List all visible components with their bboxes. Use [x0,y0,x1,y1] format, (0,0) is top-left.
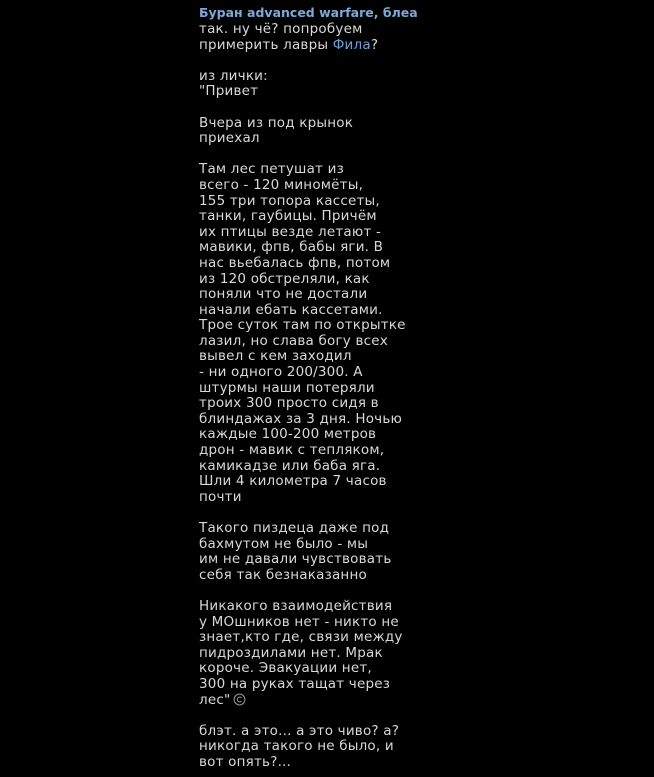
paragraph-5 [199,724,529,771]
text-line: начали ебать кассетами. [199,301,383,318]
text-line: так. ну чё? попробуем [199,21,363,37]
text-line: короче. Эвакуации нет, [199,660,372,677]
paragraph-2 [199,162,529,505]
text-line: их птицы везде летают - [199,223,382,240]
paragraph-gap [199,505,529,521]
text-line: блэт. а это... а это чиво? а? [199,722,400,739]
text-line: у МОшников нет - никто не [199,613,399,630]
text-line: "Привет [199,83,259,100]
text-line: бахмутом не было - мы [199,535,369,552]
text-line: троих 300 просто сидя в [199,395,379,412]
text-line: Никакого взаимодействия [199,597,393,614]
text-line: из 120 обстреляли, как [199,270,370,287]
copyright-icon [233,693,246,706]
text-line: Шли 4 километра 7 часов [199,473,387,490]
text-line: нас вьебалась фпв, потом [199,254,391,271]
text-line: Вчера из под крынок [199,114,354,131]
text-line: себя так безнаказанно [199,566,367,583]
mention-link[interactable]: Фила [332,36,371,53]
text-line [199,38,529,54]
sender-name[interactable]: Буран advanced warfare, блеа [199,5,418,20]
text-line: знает,кто где, связи между [199,629,403,646]
text-line: вот опять?... [199,753,292,770]
paragraph-3 [199,521,529,583]
text-line: почти [199,488,242,505]
text-segment: ? [370,36,379,53]
text-line: - ни одного 200/300. А [199,364,363,381]
text-line: 155 три топора кассеты, [199,192,380,209]
text-line: мавики, фпв, бабы яги. В [199,239,384,256]
text-line [199,693,529,709]
text-line: каждые 100-200 метров [199,426,377,443]
paragraph-gap [199,708,529,724]
text-line: лазил, но слава богу всех [199,332,388,349]
text-line: штурмы наши потеряли [199,379,375,396]
text-line: вывел с кем заходил [199,348,352,365]
text-line: им не давали чувствовать [199,551,392,568]
paragraph-gap [199,53,529,69]
text-line: блиндажах за 3 дня. Ночью [199,410,403,427]
text-line: 300 на руках тащат через [199,675,391,692]
text-line: камикадзе или баба яга. [199,457,381,474]
text-line: дрон - мавик с тепляком, [199,442,385,459]
text-line: пидроздилами нет. Мрак [199,644,383,661]
text-line: Такого пиздеца даже под [199,520,390,536]
text-line: всего - 120 миномёты, [199,176,364,193]
text-line: Трое суток там по открытке [199,317,406,334]
paragraph-4 [199,599,529,693]
text-line: танки, гаубицы. Причём [199,208,377,225]
text-line: из лички: [199,67,268,84]
text-segment: примерить лавры [199,36,333,53]
text-line: Там лес петушат из [199,161,344,178]
paragraph-gap [199,147,529,163]
message-text [199,22,529,771]
text-line: никогда такого не было, и [199,738,394,755]
paragraph-gap [199,583,529,599]
text-line: приехал [199,130,260,147]
text-line: поняли что не достали [199,286,368,303]
text-segment: лес" [199,691,231,708]
paragraph-gap [199,100,529,116]
message-bubble [199,4,529,771]
